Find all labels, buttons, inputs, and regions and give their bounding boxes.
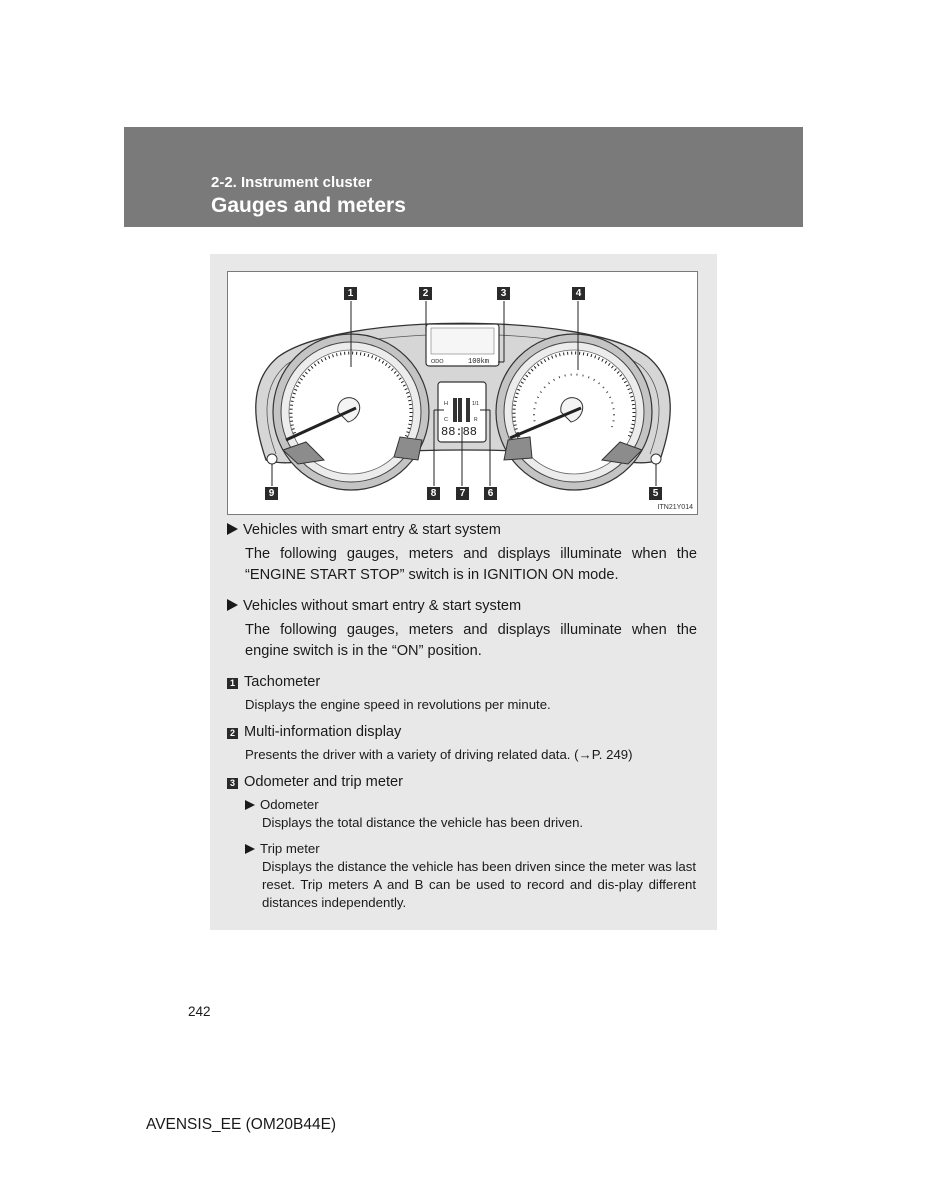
item-2-title: Multi-information display: [244, 724, 402, 740]
callout-3: 3: [497, 287, 510, 300]
subitem-trip-meter-desc: Displays the distance the vehicle has been driven since the meter was last reset. Trip meters A and B can be used to record and dis-play different distances independently.: [262, 859, 696, 910]
triangle-bullet-icon: [245, 844, 255, 854]
item-3-heading: [227, 772, 403, 792]
intro-bullet-1: [227, 520, 501, 540]
item-2-number: 2: [227, 728, 238, 739]
subitem-trip-meter-title: Trip meter: [260, 841, 320, 856]
content-box: [210, 254, 717, 930]
fuel-r: R: [474, 417, 478, 423]
clock-display: 88:88: [441, 425, 478, 439]
item-2-heading: [227, 722, 401, 742]
item-1-desc: Displays the engine speed in revolutions per minute.: [245, 697, 551, 712]
section-label: 2-2. Instrument cluster: [211, 174, 372, 191]
item-1-number: 1: [227, 678, 238, 689]
intro-bullet-1-text: Vehicles with smart entry & start system: [243, 522, 501, 538]
triangle-bullet-icon: [227, 599, 238, 611]
intro-bullet-2: [227, 596, 521, 616]
page-title: Gauges and meters: [211, 194, 406, 217]
callout-2: 2: [419, 287, 432, 300]
callout-4: 4: [572, 287, 585, 300]
document-code: AVENSIS_EE (OM20B44E): [146, 1116, 337, 1133]
callout-8: 8: [427, 487, 440, 500]
item-1-heading: [227, 672, 320, 692]
item-3-title: Odometer and trip meter: [244, 774, 403, 790]
page-number: 242: [188, 1004, 211, 1019]
fuel-h: H: [444, 401, 448, 407]
callout-9: 9: [265, 487, 278, 500]
odo-label: ODO: [431, 359, 444, 365]
callout-1: 1: [344, 287, 357, 300]
item-2-desc: Presents the driver with a variety of driving related data. (→P. 249): [245, 747, 633, 762]
callout-6: 6: [484, 487, 497, 500]
item-3-number: 3: [227, 778, 238, 789]
odo-value: 100km: [468, 358, 490, 366]
intro-bullet-2-text: Vehicles without smart entry & start system: [243, 598, 522, 614]
instrument-cluster-figure: [227, 271, 698, 515]
subitem-trip-meter: [245, 840, 320, 858]
triangle-bullet-icon: [245, 800, 255, 810]
intro-text-2: The following gauges, meters and displays illuminate when the engine switch is in the “ON” position.: [245, 622, 697, 659]
triangle-bullet-icon: [227, 523, 238, 535]
header-band: [124, 127, 803, 227]
item-1-title: Tachometer: [244, 674, 321, 690]
intro-text-1: The following gauges, meters and displays illuminate when the “ENGINE START STOP” switch is in IGNITION ON mode.: [245, 546, 697, 583]
callout-5: 5: [649, 487, 662, 500]
figure-code: ITN21Y014: [657, 504, 693, 511]
subitem-odometer: [245, 796, 319, 814]
fuel-c: C: [444, 417, 448, 423]
subitem-odometer-desc: Displays the total distance the vehicle has been driven.: [262, 815, 584, 830]
callout-7: 7: [456, 487, 469, 500]
subitem-odometer-title: Odometer: [260, 797, 319, 812]
instrument-cluster-illustration: [228, 272, 697, 514]
fuel-f: 1/1: [472, 401, 479, 407]
